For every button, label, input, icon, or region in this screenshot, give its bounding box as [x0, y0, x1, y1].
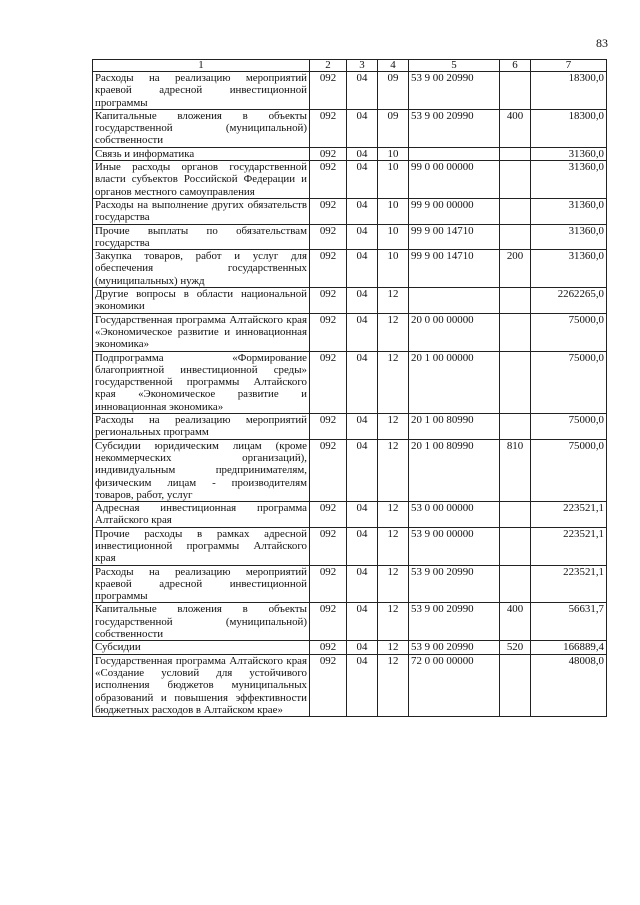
row-name-cell: Прочие выплаты по обязательствам государства	[93, 224, 310, 250]
code-cell: 092	[310, 414, 347, 440]
code-cell: 092	[310, 147, 347, 160]
code-cell: 092	[310, 502, 347, 528]
code-cell: 092	[310, 161, 347, 199]
subsection-cell: 10	[378, 250, 409, 288]
subsection-cell: 12	[378, 439, 409, 501]
row-name-cell: Капитальные вложения в объекты государственной (муниципальной) собственности	[93, 109, 310, 147]
section-cell: 04	[347, 351, 378, 413]
expense-type-cell: 520	[500, 641, 531, 654]
target-code-cell: 53 0 00 00000	[409, 502, 500, 528]
row-name-cell: Расходы на реализацию мероприятий краевой адресной инвестиционной программы	[93, 72, 310, 110]
header-cell: 2	[310, 60, 347, 72]
section-cell: 04	[347, 654, 378, 716]
expense-type-cell	[500, 527, 531, 565]
amount-cell: 166889,4	[531, 641, 607, 654]
section-cell: 04	[347, 250, 378, 288]
row-name-cell: Адресная инвестиционная программа Алтайского края	[93, 502, 310, 528]
header-cell: 6	[500, 60, 531, 72]
row-name-cell: Связь и информатика	[93, 147, 310, 160]
amount-cell: 31360,0	[531, 250, 607, 288]
amount-cell: 48008,0	[531, 654, 607, 716]
expense-type-cell: 400	[500, 603, 531, 641]
target-code-cell: 99 0 00 00000	[409, 161, 500, 199]
target-code-cell: 53 9 00 20990	[409, 641, 500, 654]
subsection-cell: 09	[378, 72, 409, 110]
target-code-cell: 53 9 00 00000	[409, 527, 500, 565]
expense-type-cell	[500, 198, 531, 224]
header-cell: 3	[347, 60, 378, 72]
table-row	[93, 161, 607, 199]
table-row	[93, 502, 607, 528]
table-row	[93, 250, 607, 288]
code-cell: 092	[310, 603, 347, 641]
budget-table	[92, 59, 607, 717]
code-cell: 092	[310, 654, 347, 716]
table-row	[93, 654, 607, 716]
section-cell: 04	[347, 72, 378, 110]
expense-type-cell: 200	[500, 250, 531, 288]
row-name-cell: Субсидии юридическим лицам (кроме некоммерческих организаций), индивидуальным предпринимателям, физическим лицам - производителям товаров, работ, услуг	[93, 439, 310, 501]
code-cell: 092	[310, 198, 347, 224]
amount-cell: 31360,0	[531, 198, 607, 224]
table-row	[93, 351, 607, 413]
section-cell: 04	[347, 313, 378, 351]
amount-cell: 75000,0	[531, 313, 607, 351]
amount-cell: 75000,0	[531, 439, 607, 501]
row-name-cell: Закупка товаров, работ и услуг для обеспечения государственных (муниципальных) нужд	[93, 250, 310, 288]
table-row	[93, 641, 607, 654]
expense-type-cell: 810	[500, 439, 531, 501]
table-row	[93, 439, 607, 501]
subsection-cell: 12	[378, 565, 409, 603]
section-cell: 04	[347, 288, 378, 314]
expense-type-cell	[500, 502, 531, 528]
expense-type-cell	[500, 147, 531, 160]
section-cell: 04	[347, 147, 378, 160]
expense-type-cell: 400	[500, 109, 531, 147]
expense-type-cell	[500, 288, 531, 314]
subsection-cell: 10	[378, 224, 409, 250]
row-name-cell: Государственная программа Алтайского края «Создание условий для устойчивого исполнения бюджетов муниципальных образований и повышения эффективности бюджетных расходов в Алтайском крае»	[93, 654, 310, 716]
section-cell: 04	[347, 502, 378, 528]
amount-cell: 75000,0	[531, 414, 607, 440]
target-code-cell: 20 1 00 80990	[409, 414, 500, 440]
amount-cell: 31360,0	[531, 224, 607, 250]
section-cell: 04	[347, 527, 378, 565]
amount-cell: 223521,1	[531, 565, 607, 603]
subsection-cell: 10	[378, 198, 409, 224]
target-code-cell: 20 1 00 00000	[409, 351, 500, 413]
row-name-cell: Капитальные вложения в объекты государственной (муниципальной) собственности	[93, 603, 310, 641]
target-code-cell: 99 9 00 00000	[409, 198, 500, 224]
expense-type-cell	[500, 224, 531, 250]
row-name-cell: Другие вопросы в области национальной экономики	[93, 288, 310, 314]
header-cell: 1	[93, 60, 310, 72]
expense-type-cell	[500, 414, 531, 440]
target-code-cell: 99 9 00 14710	[409, 250, 500, 288]
subsection-cell: 12	[378, 603, 409, 641]
amount-cell: 223521,1	[531, 527, 607, 565]
target-code-cell: 20 0 00 00000	[409, 313, 500, 351]
subsection-cell: 12	[378, 351, 409, 413]
target-code-cell: 53 9 00 20990	[409, 72, 500, 110]
amount-cell: 2262265,0	[531, 288, 607, 314]
code-cell: 092	[310, 439, 347, 501]
section-cell: 04	[347, 603, 378, 641]
section-cell: 04	[347, 198, 378, 224]
subsection-cell: 09	[378, 109, 409, 147]
code-cell: 092	[310, 109, 347, 147]
code-cell: 092	[310, 72, 347, 110]
table-row	[93, 109, 607, 147]
expense-type-cell	[500, 161, 531, 199]
section-cell: 04	[347, 224, 378, 250]
table-row	[93, 565, 607, 603]
subsection-cell: 12	[378, 654, 409, 716]
table-row	[93, 147, 607, 160]
table-header-row	[93, 60, 607, 72]
code-cell: 092	[310, 527, 347, 565]
code-cell: 092	[310, 250, 347, 288]
target-code-cell: 53 9 00 20990	[409, 565, 500, 603]
target-code-cell	[409, 147, 500, 160]
expense-type-cell	[500, 654, 531, 716]
header-cell: 5	[409, 60, 500, 72]
table-row	[93, 603, 607, 641]
table-row	[93, 224, 607, 250]
target-code-cell: 20 1 00 80990	[409, 439, 500, 501]
header-cell: 7	[531, 60, 607, 72]
subsection-cell: 10	[378, 147, 409, 160]
subsection-cell: 12	[378, 414, 409, 440]
row-name-cell: Подпрограмма «Формирование благоприятной инвестиционной среды» государственной программы Алтайского края «Экономическое развитие и инновационная экономика»	[93, 351, 310, 413]
row-name-cell: Расходы на реализацию мероприятий региональных программ	[93, 414, 310, 440]
subsection-cell: 12	[378, 502, 409, 528]
section-cell: 04	[347, 439, 378, 501]
target-code-cell	[409, 288, 500, 314]
table-row	[93, 313, 607, 351]
target-code-cell: 53 9 00 20990	[409, 603, 500, 641]
amount-cell: 223521,1	[531, 502, 607, 528]
section-cell: 04	[347, 109, 378, 147]
code-cell: 092	[310, 288, 347, 314]
row-name-cell: Государственная программа Алтайского края «Экономическое развитие и инновационная экономика»	[93, 313, 310, 351]
table-row	[93, 72, 607, 110]
section-cell: 04	[347, 414, 378, 440]
table-row	[93, 527, 607, 565]
header-cell: 4	[378, 60, 409, 72]
row-name-cell: Расходы на выполнение других обязательств государства	[93, 198, 310, 224]
section-cell: 04	[347, 641, 378, 654]
amount-cell: 31360,0	[531, 161, 607, 199]
code-cell: 092	[310, 565, 347, 603]
section-cell: 04	[347, 565, 378, 603]
code-cell: 092	[310, 641, 347, 654]
code-cell: 092	[310, 351, 347, 413]
subsection-cell: 12	[378, 641, 409, 654]
page-number: 83	[596, 36, 608, 50]
amount-cell: 56631,7	[531, 603, 607, 641]
table-row	[93, 198, 607, 224]
row-name-cell: Расходы на реализацию мероприятий краевой адресной инвестиционной программы	[93, 565, 310, 603]
expense-type-cell	[500, 351, 531, 413]
expense-type-cell	[500, 565, 531, 603]
target-code-cell: 53 9 00 20990	[409, 109, 500, 147]
row-name-cell: Прочие расходы в рамках адресной инвестиционной программы Алтайского края	[93, 527, 310, 565]
code-cell: 092	[310, 224, 347, 250]
section-cell: 04	[347, 161, 378, 199]
row-name-cell: Субсидии	[93, 641, 310, 654]
amount-cell: 75000,0	[531, 351, 607, 413]
subsection-cell: 12	[378, 313, 409, 351]
amount-cell: 18300,0	[531, 109, 607, 147]
code-cell: 092	[310, 313, 347, 351]
table-row	[93, 414, 607, 440]
subsection-cell: 10	[378, 161, 409, 199]
subsection-cell: 12	[378, 527, 409, 565]
expense-type-cell	[500, 72, 531, 110]
amount-cell: 31360,0	[531, 147, 607, 160]
subsection-cell: 12	[378, 288, 409, 314]
target-code-cell: 72 0 00 00000	[409, 654, 500, 716]
row-name-cell: Иные расходы органов государственной власти субъектов Российской Федерации и органов местного самоуправления	[93, 161, 310, 199]
amount-cell: 18300,0	[531, 72, 607, 110]
expense-type-cell	[500, 313, 531, 351]
table-row	[93, 288, 607, 314]
target-code-cell: 99 9 00 14710	[409, 224, 500, 250]
